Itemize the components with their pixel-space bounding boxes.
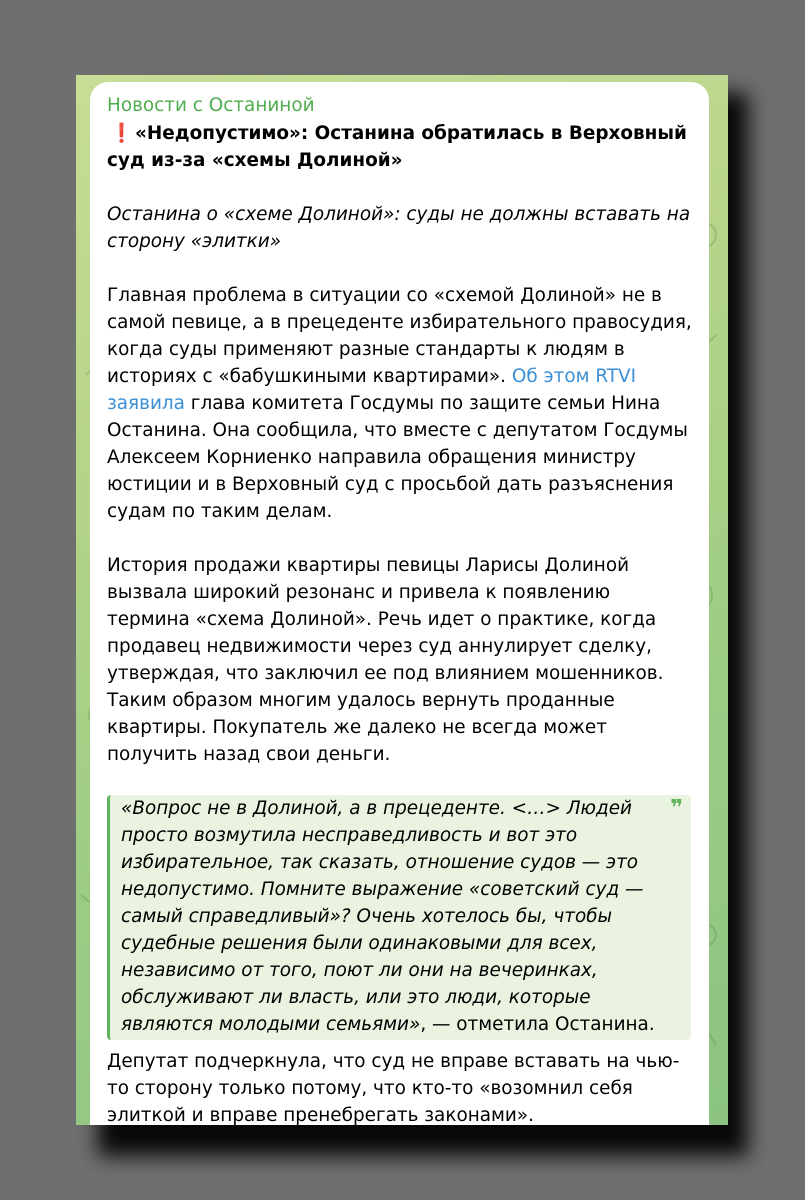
rtvi-link[interactable]: Об этом RTVI заявила [107,366,636,414]
message-subtitle: Останина о «схеме Долиной»: суды не должны вставать на сторону «элитки» [107,204,691,252]
paragraph-1-text-cont: глава комитета Госдумы по защите семьи Нина Останина. Она сообщила, что вместе с депутатом Госдумы Алексеем Корниенко направила обращения министру юстиции и в Верховный суд с просьбой дать разъяснения судам по таким делам. [107,393,688,522]
message-paragraph-3: Депутат подчеркнула, что суд не вправе вставать на чью-то сторону только потому, что кто-то «возомнил себя элиткой и вправе пренебрегать законами». [107,1051,680,1126]
channel-name[interactable]: Новости с Останиной [107,95,315,116]
blockquote [107,795,691,1040]
headline-text: «Недопустимо»: Останина обратилась в Верховный суд из-за «схемы Долиной» [107,123,687,171]
message-paragraph-2: История продажи квартиры певицы Ларисы Долиной вызвала широкий резонанс и привела к появлению термина «схема Долиной». Речь идет о практике, когда продавец недвижимости через суд аннулирует сделку, утверждая, что заключил ее под влиянием мошенников. Таким образом многим удалось вернуть проданные квартиры. Покупатель же далеко не всегда может получить назад свои деньги. [107,555,664,765]
quote-text: «Вопрос не в Долиной, а в прецеденте. <…> Людей просто возмутила несправедливость и вот это избирательное, так сказать, отношение судов — это недопустимо. Помните выражение «советский суд — самый справедливый»? Очень хотелось бы, чтобы судебные решения были одинаковыми для всех, независимо от того, поют ли они на вечеринках, обслуживают ли власть, или это люди, которые являются молодыми семьями» [121,798,644,1035]
message-bubble [90,82,709,1125]
message-headline [107,120,693,174]
quote-attribution: , — отметила Останина. [420,1014,655,1035]
paragraph-1-text: Главная проблема в ситуации со «схемой Долиной» не в самой певице, а в прецеденте избирательного правосудия, когда суды применяют разные стандарты к людям в историях с «бабушкиными квартирами». [107,285,692,387]
quote-icon: ❞ [670,796,683,821]
exclamation-icon: ❗ [110,123,133,144]
message-paragraph-1 [107,282,693,525]
